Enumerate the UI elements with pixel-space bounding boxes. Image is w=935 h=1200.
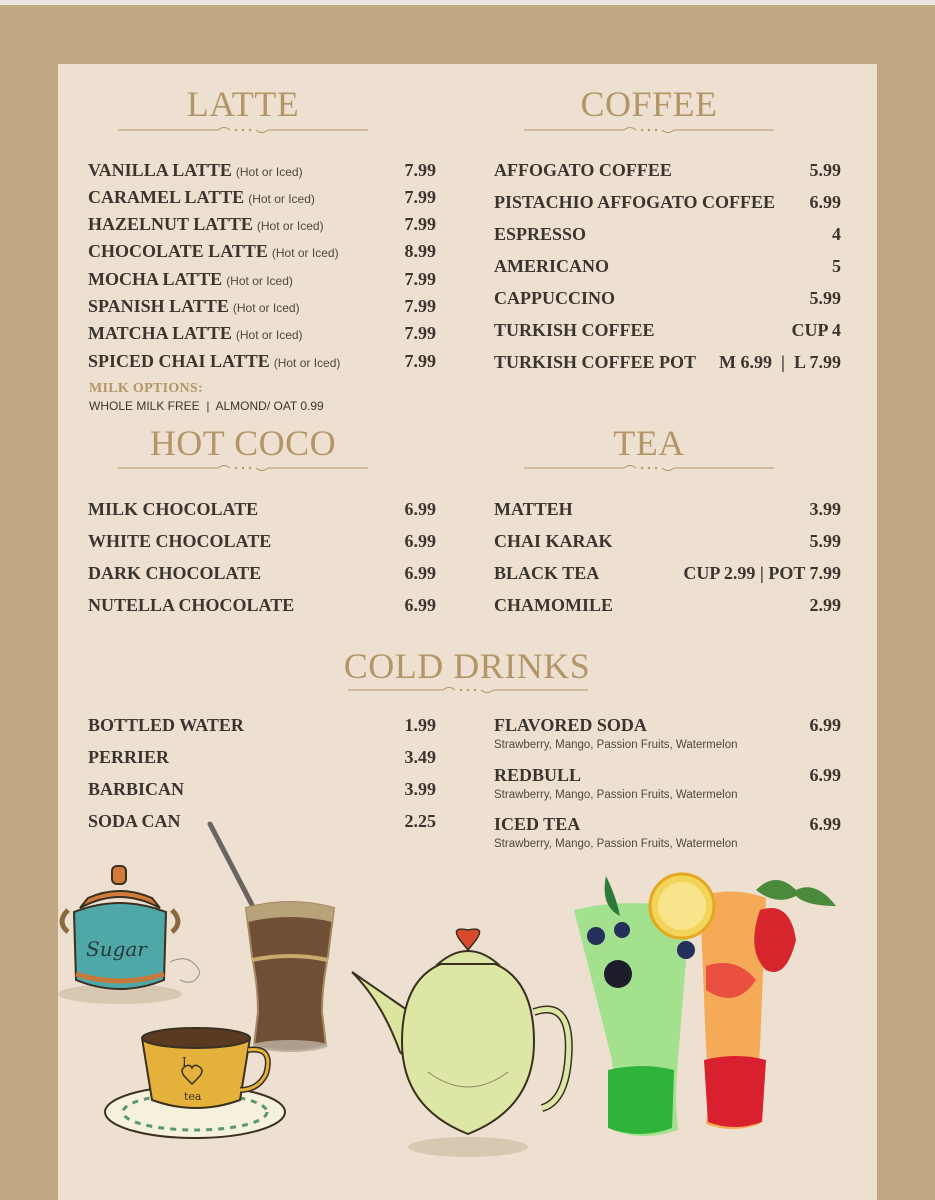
item-price: 4 bbox=[832, 224, 841, 244]
list-item bbox=[88, 241, 436, 262]
item-name: BOTTLED WATER bbox=[88, 715, 244, 735]
list-item bbox=[88, 351, 436, 372]
item-name: ESPRESSO bbox=[494, 224, 587, 244]
item-name: FLAVORED SODA bbox=[494, 715, 647, 735]
list-item bbox=[494, 715, 841, 736]
milk-options-title: MILK OPTIONS: bbox=[89, 381, 203, 396]
milk-options-text: WHOLE MILK FREE | ALMOND/ OAT 0.99 bbox=[89, 399, 324, 413]
teapot-illustration bbox=[338, 922, 588, 1172]
item-price: 6.99 bbox=[809, 192, 841, 212]
item-price: 1.99 bbox=[404, 715, 436, 735]
item-price: 6.99 bbox=[404, 499, 436, 519]
item-flavors: Strawberry, Mango, Passion Fruits, Watermelon bbox=[494, 789, 738, 801]
item-name: MOCHA LATTE bbox=[88, 269, 223, 289]
cold-drinks-ornament bbox=[348, 684, 588, 696]
item-note: (Hot or Iced) bbox=[226, 274, 293, 288]
list-item bbox=[494, 288, 841, 309]
item-price: 6.99 bbox=[404, 563, 436, 583]
item-price: 7.99 bbox=[404, 296, 436, 316]
item-name: MATCHA LATTE bbox=[88, 323, 232, 343]
hot-coco-list bbox=[88, 499, 436, 619]
item-name: CHAMOMILE bbox=[494, 595, 613, 615]
list-item bbox=[88, 747, 436, 768]
list-item bbox=[494, 765, 841, 786]
item-name: AFFOGATO COFFEE bbox=[494, 160, 672, 180]
item-note: (Hot or Iced) bbox=[232, 301, 300, 315]
coffee-heading: COFFEE bbox=[580, 84, 718, 124]
item-name: SODA CAN bbox=[88, 811, 181, 831]
list-item bbox=[88, 531, 436, 552]
item-name: BARBICAN bbox=[88, 779, 185, 799]
list-item bbox=[494, 531, 841, 552]
tea-list bbox=[494, 499, 841, 619]
cup-label-top: I bbox=[182, 1055, 187, 1069]
item-price: 7.99 bbox=[404, 187, 436, 207]
list-item bbox=[88, 187, 436, 208]
item-price: CUP 2.99 | POT 7.99 bbox=[683, 563, 841, 583]
tea-ornament bbox=[524, 462, 774, 474]
item-price: 6.99 bbox=[809, 765, 841, 785]
item-name: SPANISH LATTE bbox=[88, 296, 229, 316]
latte-heading: LATTE bbox=[186, 84, 300, 124]
item-price: 6.99 bbox=[404, 595, 436, 615]
item-name: MILK CHOCOLATE bbox=[88, 499, 259, 519]
item-name: TURKISH COFFEE bbox=[494, 320, 655, 340]
item-name: TURKISH COFFEE POT bbox=[494, 352, 697, 372]
top-border bbox=[0, 0, 935, 5]
list-item bbox=[88, 269, 436, 290]
item-name: CAPPUCCINO bbox=[494, 288, 615, 308]
hot-coco-heading: HOT COCO bbox=[149, 423, 337, 463]
list-item bbox=[494, 192, 841, 213]
hot-coco-ornament bbox=[118, 462, 368, 474]
list-item bbox=[88, 715, 436, 736]
item-price: 6.99 bbox=[404, 531, 436, 551]
item-name: CHAI KARAK bbox=[494, 531, 613, 551]
item-note: (Hot or Iced) bbox=[273, 356, 341, 370]
list-item bbox=[88, 160, 436, 181]
item-price: CUP 4 bbox=[791, 320, 841, 340]
list-item bbox=[494, 814, 841, 835]
item-price: 5.99 bbox=[809, 160, 841, 180]
latte-list bbox=[88, 160, 436, 390]
item-price: 6.99 bbox=[809, 715, 841, 735]
sugar-label: Sugar bbox=[86, 937, 147, 961]
item-name: CARAMEL LATTE bbox=[88, 187, 245, 207]
item-price: 7.99 bbox=[404, 323, 436, 343]
item-name: WHITE CHOCOLATE bbox=[88, 531, 272, 551]
list-item bbox=[88, 779, 436, 800]
item-price: 3.99 bbox=[404, 779, 436, 799]
item-name: DARK CHOCOLATE bbox=[88, 563, 262, 583]
item-price: 6.99 bbox=[809, 814, 841, 834]
item-price: 8.99 bbox=[404, 241, 436, 261]
iced-drinks-illustration bbox=[566, 870, 846, 1140]
item-note: (Hot or Iced) bbox=[248, 192, 315, 206]
item-price: 5.99 bbox=[809, 288, 841, 308]
list-item bbox=[88, 323, 436, 344]
item-price: 7.99 bbox=[404, 214, 436, 234]
list-item bbox=[494, 595, 841, 616]
tea-cup-illustration bbox=[100, 1020, 290, 1150]
item-name: REDBULL bbox=[494, 765, 582, 785]
item-name: SPICED CHAI LATTE bbox=[88, 351, 270, 371]
list-item bbox=[88, 296, 436, 317]
item-name: ICED TEA bbox=[494, 814, 581, 834]
item-price: M 6.99 | L 7.99 bbox=[719, 352, 841, 372]
cold-drinks-heading: COLD DRINKS bbox=[343, 646, 591, 686]
list-item bbox=[88, 563, 436, 584]
item-name: PERRIER bbox=[88, 747, 170, 767]
cold-drinks-left-list bbox=[88, 715, 436, 835]
latte-ornament bbox=[118, 124, 368, 136]
list-item bbox=[88, 214, 436, 235]
item-flavors: Strawberry, Mango, Passion Fruits, Watermelon bbox=[494, 739, 738, 751]
list-item bbox=[494, 160, 841, 181]
list-item bbox=[494, 224, 841, 245]
item-price: 3.99 bbox=[809, 499, 841, 519]
tea-heading: TEA bbox=[613, 423, 685, 463]
list-item bbox=[88, 499, 436, 520]
item-price: 7.99 bbox=[404, 269, 436, 289]
item-price: 7.99 bbox=[404, 160, 436, 180]
item-note: (Hot or Iced) bbox=[271, 246, 339, 260]
cold-drinks-right-list bbox=[494, 715, 841, 865]
item-price: 2.25 bbox=[404, 811, 436, 831]
coffee-list bbox=[494, 160, 841, 380]
list-item bbox=[494, 352, 841, 373]
item-price: 2.99 bbox=[809, 595, 841, 615]
list-item bbox=[494, 499, 841, 520]
item-note: (Hot or Iced) bbox=[256, 219, 324, 233]
coffee-ornament bbox=[524, 124, 774, 136]
item-price: 7.99 bbox=[404, 351, 436, 371]
cup-label-bottom: tea bbox=[184, 1090, 202, 1103]
list-item bbox=[494, 563, 841, 584]
item-name: BLACK TEA bbox=[494, 563, 600, 583]
item-note: (Hot or Iced) bbox=[235, 328, 303, 342]
item-name: PISTACHIO AFFOGATO COFFEE bbox=[494, 192, 776, 212]
item-price: 5 bbox=[832, 256, 841, 276]
item-name: MATTEH bbox=[494, 499, 573, 519]
item-name: VANILLA LATTE bbox=[88, 160, 232, 180]
list-item bbox=[494, 256, 841, 277]
item-name: NUTELLA CHOCOLATE bbox=[88, 595, 295, 615]
item-price: 3.49 bbox=[404, 747, 436, 767]
sugar-jar-illustration bbox=[50, 862, 200, 1022]
item-price: 5.99 bbox=[809, 531, 841, 551]
item-note: (Hot or Iced) bbox=[235, 165, 303, 179]
item-flavors: Strawberry, Mango, Passion Fruits, Watermelon bbox=[494, 838, 738, 850]
list-item bbox=[88, 595, 436, 616]
item-name: CHOCOLATE LATTE bbox=[88, 241, 268, 261]
list-item bbox=[494, 320, 841, 341]
item-name: HAZELNUT LATTE bbox=[88, 214, 253, 234]
item-name: AMERICANO bbox=[494, 256, 609, 276]
